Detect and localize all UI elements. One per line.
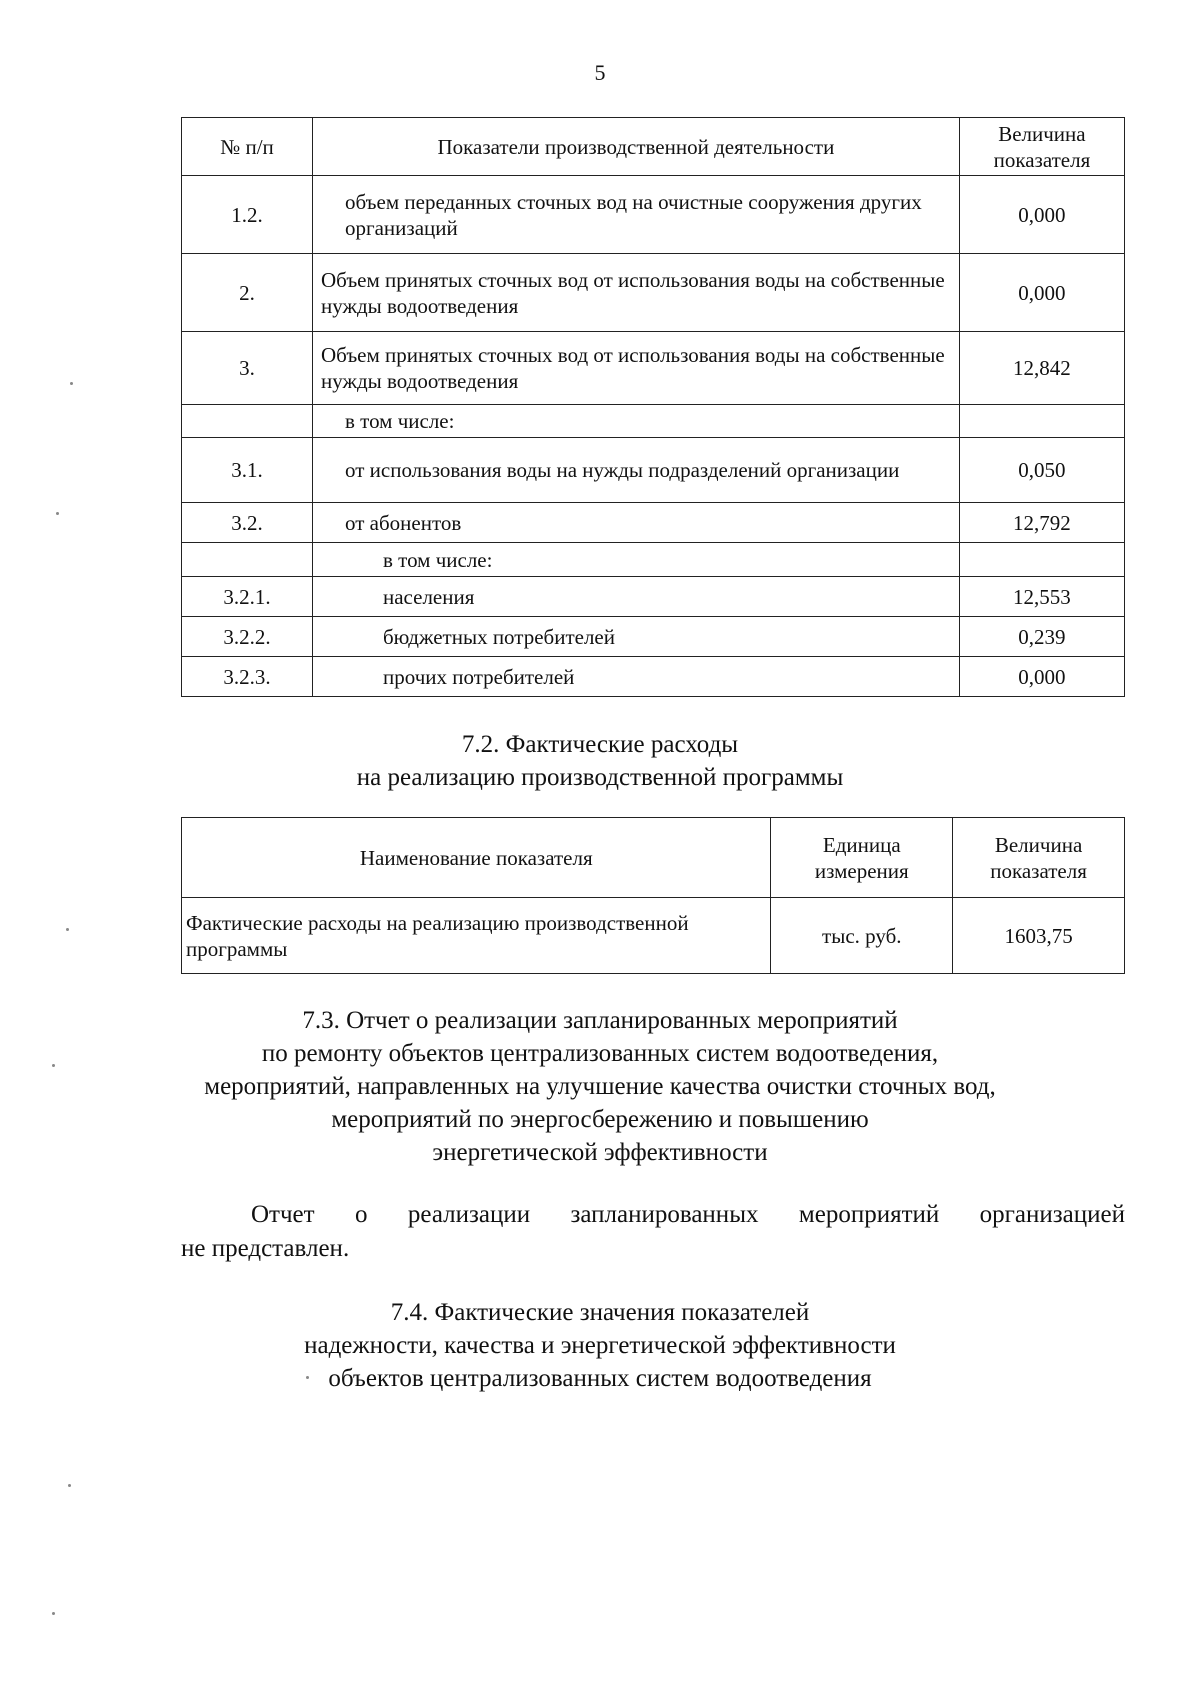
header-value: Величина показателя: [953, 818, 1125, 898]
row-value: 0,000: [959, 657, 1124, 697]
row-name: Объем принятых сточных вод от использования воды на собственные нужды водоотведения: [313, 254, 960, 332]
row-value: 0,050: [959, 438, 1124, 503]
section-7-3-heading: [0, 1004, 1200, 1169]
scan-speck: [66, 928, 69, 931]
header-indicator: Показатели производственной деятельности: [313, 118, 960, 176]
row-num: 3.: [182, 332, 313, 405]
paragraph-line1: Отчет о реализации запланированных мероприятий организацией: [251, 1201, 1125, 1228]
table-row: [182, 898, 1125, 974]
actual-expenses-table: [181, 817, 1125, 974]
paragraph-line2: не представлен.: [181, 1235, 350, 1262]
table-header-row: [182, 818, 1125, 898]
section-7-2-line1: 7.2. Фактические расходы: [461, 731, 739, 758]
section-7-3-line4: мероприятий по энергосбережению и повышению: [331, 1106, 869, 1133]
row-num: 3.2.2.: [182, 617, 313, 657]
section-7-4-line3: объектов централизованных систем водоотведения: [328, 1365, 872, 1392]
table-row: [182, 176, 1125, 254]
row-name: в том числе:: [313, 405, 960, 438]
section-7-2-line2: на реализацию производственной программы: [356, 764, 844, 791]
header-unit: Единица измерения: [771, 818, 953, 898]
row-value: 0,239: [959, 617, 1124, 657]
scan-speck: [52, 1064, 55, 1067]
section-7-3-line5: энергетической эффективности: [432, 1139, 768, 1166]
section-7-3-line2: по ремонту объектов централизованных систем водоотведения,: [261, 1040, 939, 1067]
header-num: № п/п: [182, 118, 313, 176]
row-num: 3.2.: [182, 503, 313, 543]
header-indicator-name: Наименование показателя: [182, 818, 771, 898]
report-paragraph: [181, 1198, 1125, 1266]
row-num: 3.1.: [182, 438, 313, 503]
row-num: [182, 405, 313, 438]
row-name: Фактические расходы на реализацию производственной программы: [182, 898, 771, 974]
table-row: [182, 657, 1125, 697]
row-name: бюджетных потребителей: [313, 617, 960, 657]
section-7-4-line1: 7.4. Фактические значения показателей: [390, 1299, 810, 1326]
row-unit: тыс. руб.: [771, 898, 953, 974]
table-header-row: [182, 118, 1125, 176]
section-7-4-line2: надежности, качества и энергетической эффективности: [304, 1332, 896, 1359]
section-7-2-heading: [0, 728, 1200, 794]
table-row: [182, 332, 1125, 405]
row-value: 0,000: [959, 254, 1124, 332]
row-num: 3.2.3.: [182, 657, 313, 697]
section-7-4-heading: [0, 1296, 1200, 1395]
row-num: 3.2.1.: [182, 577, 313, 617]
table-row: [182, 254, 1125, 332]
scan-speck: [68, 1484, 71, 1487]
row-value: 12,792: [959, 503, 1124, 543]
row-value: 1603,75: [953, 898, 1125, 974]
page-number: 5: [594, 60, 606, 85]
table-row: [182, 405, 1125, 438]
row-name: в том числе:: [313, 543, 960, 577]
table-row: [182, 503, 1125, 543]
scan-speck: [306, 1376, 309, 1379]
row-num: 1.2.: [182, 176, 313, 254]
table-row: [182, 543, 1125, 577]
scan-speck: [56, 512, 59, 515]
row-name: Объем принятых сточных вод от использования воды на собственные нужды водоотведения: [313, 332, 960, 405]
scan-speck: [70, 382, 73, 385]
row-name: населения: [313, 577, 960, 617]
row-name: объем переданных сточных вод на очистные сооружения других организаций: [313, 176, 960, 254]
row-value: [959, 405, 1124, 438]
row-value: 0,000: [959, 176, 1124, 254]
row-name: от использования воды на нужды подразделений организации: [313, 438, 960, 503]
row-value: 12,553: [959, 577, 1124, 617]
section-7-3-line1: 7.3. Отчет о реализации запланированных мероприятий: [302, 1007, 898, 1034]
row-value: 12,842: [959, 332, 1124, 405]
row-num: [182, 543, 313, 577]
production-indicators-table: [181, 117, 1125, 697]
header-value: Величина показателя: [959, 118, 1124, 176]
scan-speck: [52, 1612, 55, 1615]
table-row: [182, 438, 1125, 503]
row-name: прочих потребителей: [313, 657, 960, 697]
row-value: [959, 543, 1124, 577]
row-num: 2.: [182, 254, 313, 332]
row-name: от абонентов: [313, 503, 960, 543]
table-row: [182, 577, 1125, 617]
table-row: [182, 617, 1125, 657]
section-7-3-line3: мероприятий, направленных на улучшение качества очистки сточных вод,: [204, 1073, 996, 1100]
